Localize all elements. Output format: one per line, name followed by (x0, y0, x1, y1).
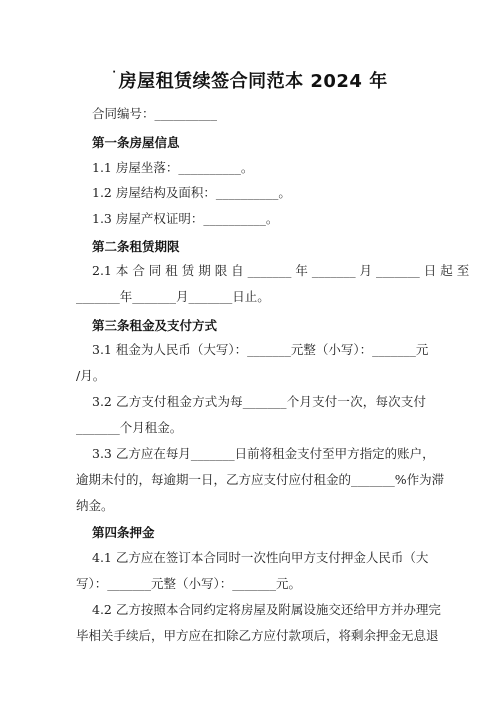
clause-3-2-line2: _______个月租金。 (76, 420, 183, 435)
clause-4-1-line2: 写）：_______元整（小写）：_______元。 (76, 576, 302, 591)
clause-1-2: 1.2 房屋结构及面积：__________。 (92, 185, 291, 200)
clause-2-1-line1: 2.1 本 合 同 租 赁 期 限 自 _______ 年 _______ 月 _______ 日 起 至 (92, 263, 470, 278)
section-heading-2: 第二条租赁期限 (92, 239, 180, 254)
section-heading-1: 第一条房屋信息 (92, 135, 180, 150)
contract-number: 合同编号：__________ (92, 106, 218, 121)
clause-3-1-line1: 3.1 租金为人民币（大写）：_______元整（小写）：_______元 (92, 342, 429, 357)
section-heading-4: 第四条押金 (92, 525, 155, 540)
clause-4-2-line1: 4.2 乙方按照本合同约定将房屋及附属设施交还给甲方并办理完 (92, 602, 441, 617)
clause-3-2-line1: 3.2 乙方支付租金方式为每_______个月支付一次，每次支付 (92, 394, 426, 409)
clause-3-3-line2: 逾期未付的，每逾期一日，乙方应支付应付租金的_______%作为滞 (76, 472, 445, 487)
clause-1-3: 1.3 房屋产权证明：__________。 (92, 211, 279, 226)
document-title (0, 67, 500, 93)
clause-4-2-line2: 毕相关手续后，甲方应在扣除乙方应付款项后，将剩余押金无息退 (76, 628, 439, 643)
title-bullet: · (112, 67, 117, 78)
clause-3-3-line3: 纳金。 (76, 498, 114, 513)
clause-3-3-line1: 3.3 乙方应在每月_______日前将租金支付至甲方指定的账户， (92, 446, 435, 461)
clause-2-1-line2: _______年_______月_______日止。 (76, 289, 270, 304)
section-heading-3: 第三条租金及支付方式 (92, 318, 218, 333)
clause-1-1: 1.1 房屋坐落：__________。 (92, 160, 254, 175)
clause-3-1-line2: /月。 (76, 368, 106, 383)
title-text: 房屋租赁续签合同范本 2024 年 (118, 71, 388, 92)
clause-4-1-line1: 4.1 乙方应在签订本合同时一次性向甲方支付押金人民币（大 (92, 550, 429, 565)
